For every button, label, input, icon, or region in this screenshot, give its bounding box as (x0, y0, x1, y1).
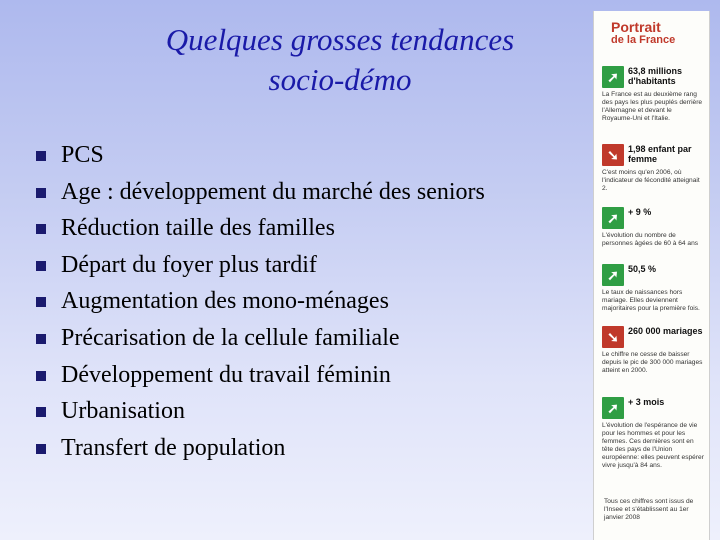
bullet-square-icon (36, 334, 46, 344)
newspaper-clipping (593, 11, 710, 540)
clipping-stat (602, 326, 706, 375)
bullet-item: Age : développement du marché des seniors (36, 174, 566, 211)
stat-text: La France est au deuxième rang des pays les plus peuplés derrière l'Allemagne et devant le Royaume-Uni et l'Italie. (602, 91, 703, 122)
clipping-subtitle: de la France (611, 34, 676, 46)
bullet-square-icon (36, 151, 46, 161)
arrow-up-icon: ➚ (602, 397, 624, 419)
arrow-down-icon: ➘ (602, 326, 624, 348)
stat-value: 260 000 mariages (628, 326, 703, 336)
bullet-square-icon (36, 371, 46, 381)
arrow-up-icon: ➚ (602, 207, 624, 229)
arrow-up-icon: ➚ (602, 264, 624, 286)
arrow-up-icon: ➚ (602, 66, 624, 88)
slide-title (110, 20, 570, 100)
clipping-footer: Tous ces chiffres sont issus de l'Insee et s'établissent au 1er janvier 2008 (604, 498, 694, 521)
bullet-item: Augmentation des mono-ménages (36, 283, 566, 320)
stat-value: + 3 mois (628, 397, 665, 407)
bullet-square-icon (36, 444, 46, 454)
bullet-square-icon (36, 188, 46, 198)
stat-value: + 9 % (628, 207, 652, 217)
bullet-square-icon (36, 224, 46, 234)
stat-value: 1,98 enfant par femme (628, 144, 692, 164)
stat-text: Le taux de naissances hors mariage. Elles deviennent majoritaires pour la première fois. (602, 289, 700, 312)
bullet-square-icon (36, 407, 46, 417)
stat-text: Le chiffre ne cesse de baisser depuis le pic de 300 000 mariages atteint en 2000. (602, 351, 703, 374)
bullet-item: Développement du travail féminin (36, 357, 566, 394)
stat-text: L'évolution du nombre de personnes âgées de 60 à 64 ans (602, 232, 699, 247)
stat-text: L'évolution de l'espérance de vie pour les hommes et pour les femmes. Ces dernières sont en tête des pays de l'Union européenne: elles peuvent espérer vivre jusqu'à 84 ans. (602, 422, 704, 469)
clipping-header (594, 11, 709, 47)
bullet-item: Précarisation de la cellule familiale (36, 320, 566, 357)
clipping-stat (602, 264, 706, 313)
bullet-square-icon (36, 297, 46, 307)
bullet-item: Urbanisation (36, 393, 566, 430)
clipping-stat (602, 144, 706, 193)
clipping-stat (602, 397, 706, 470)
stat-value: 50,5 % (628, 264, 657, 274)
clipping-stat (602, 66, 706, 123)
stat-value: 63,8 millions d'habitants (628, 66, 683, 86)
arrow-down-icon: ➘ (602, 144, 624, 166)
stat-text: C'est moins qu'en 2006, où l'indicateur de fécondité atteignait 2. (602, 169, 700, 192)
bullet-list (36, 137, 566, 466)
bullet-item: PCS (36, 137, 566, 174)
bullet-item: Transfert de population (36, 430, 566, 467)
slide-title-line-2: socio-démo (268, 62, 412, 97)
bullet-square-icon (36, 261, 46, 271)
slide-title-line-1: Quelques grosses tendances (165, 22, 515, 57)
clipping-stat (602, 207, 706, 248)
bullet-item: Réduction taille des familles (36, 210, 566, 247)
clipping-title: Portrait (611, 19, 661, 35)
bullet-item: Départ du foyer plus tardif (36, 247, 566, 284)
